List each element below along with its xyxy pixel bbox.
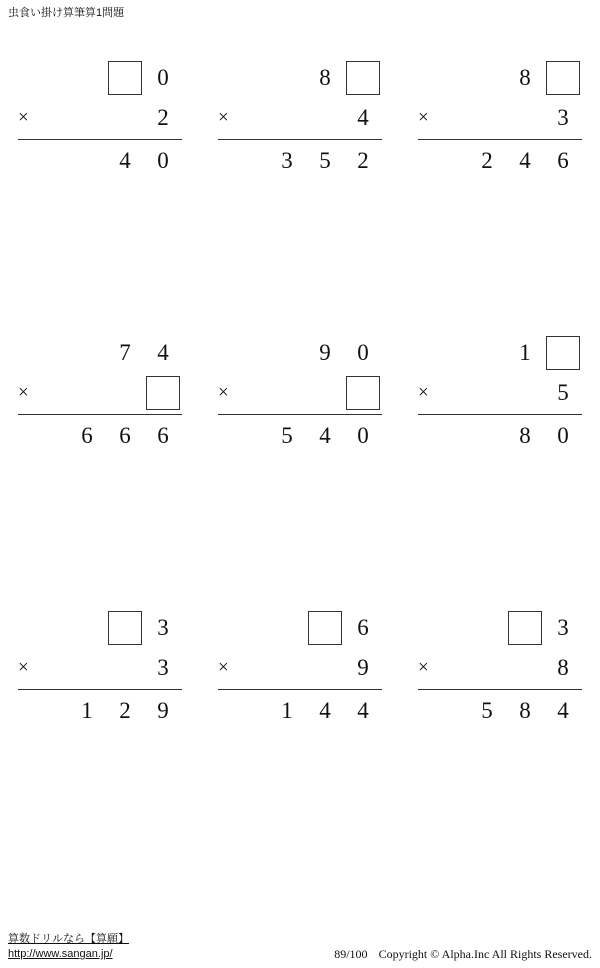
calculation bbox=[418, 608, 582, 730]
multiplicand-row bbox=[418, 333, 582, 373]
calculation bbox=[418, 333, 582, 455]
multiply-icon: × bbox=[218, 657, 229, 678]
answer-digit: 1 bbox=[281, 698, 293, 723]
multiplier-digit: 3 bbox=[557, 105, 569, 130]
answer-row bbox=[18, 415, 182, 455]
calculation bbox=[218, 333, 382, 455]
multiplicand-blank-box[interactable] bbox=[546, 336, 580, 370]
multiplicand-digit: 0 bbox=[357, 340, 369, 365]
answer-digit: 3 bbox=[281, 148, 293, 173]
multiplicand-row bbox=[18, 333, 182, 373]
multiply-icon: × bbox=[418, 657, 429, 678]
multiplier-digit: 4 bbox=[357, 105, 369, 130]
answer-digit: 4 bbox=[557, 698, 569, 723]
multiplicand-digit: 7 bbox=[119, 340, 131, 365]
answer-digit: 2 bbox=[357, 148, 369, 173]
answer-digit: 6 bbox=[119, 423, 131, 448]
multiplicand-digit: 8 bbox=[519, 65, 531, 90]
answer-digit: 6 bbox=[157, 423, 169, 448]
multiply-icon: × bbox=[218, 382, 229, 403]
answer-digit: 4 bbox=[119, 148, 131, 173]
multiplier-row bbox=[18, 373, 182, 413]
multiplier-row bbox=[218, 98, 382, 138]
calculation bbox=[18, 333, 182, 455]
answer-digit: 4 bbox=[319, 698, 331, 723]
multiplicand-row bbox=[218, 58, 382, 98]
multiplicand-blank-box[interactable] bbox=[308, 611, 342, 645]
problem-5 bbox=[200, 323, 400, 598]
answer-row bbox=[418, 415, 582, 455]
multiplicand-blank-box[interactable] bbox=[108, 61, 142, 95]
multiplier-row bbox=[218, 648, 382, 688]
multiplicand-row bbox=[418, 58, 582, 98]
answer-digit: 8 bbox=[519, 698, 531, 723]
multiplicand-digit: 3 bbox=[557, 615, 569, 640]
site-url-link[interactable]: http://www.sangan.jp/ bbox=[8, 948, 113, 960]
multiplicand-blank-box[interactable] bbox=[108, 611, 142, 645]
multiplicand-digit: 0 bbox=[157, 65, 169, 90]
answer-row bbox=[218, 415, 382, 455]
page-title: 虫食い掛け算筆算1問題 bbox=[8, 7, 125, 19]
answer-row bbox=[18, 140, 182, 180]
answer-digit: 8 bbox=[519, 423, 531, 448]
answer-digit: 5 bbox=[481, 698, 493, 723]
multiplicand-blank-box[interactable] bbox=[346, 61, 380, 95]
multiply-icon: × bbox=[218, 107, 229, 128]
problem-1 bbox=[0, 48, 200, 323]
answer-digit: 6 bbox=[81, 423, 93, 448]
answer-row bbox=[218, 690, 382, 730]
answer-row bbox=[418, 690, 582, 730]
multiply-icon: × bbox=[418, 107, 429, 128]
problem-3 bbox=[400, 48, 600, 323]
multiplicand-digit: 4 bbox=[157, 340, 169, 365]
multiplier-digit: 3 bbox=[157, 655, 169, 680]
answer-digit: 6 bbox=[557, 148, 569, 173]
multiplicand-row bbox=[218, 333, 382, 373]
answer-digit: 0 bbox=[157, 148, 169, 173]
multiplier-blank-box[interactable] bbox=[146, 376, 180, 410]
multiplicand-digit: 6 bbox=[357, 615, 369, 640]
calculation bbox=[218, 58, 382, 180]
answer-digit: 0 bbox=[557, 423, 569, 448]
answer-digit: 1 bbox=[81, 698, 93, 723]
answer-row bbox=[418, 140, 582, 180]
calculation bbox=[418, 58, 582, 180]
answer-digit: 4 bbox=[357, 698, 369, 723]
problem-4 bbox=[0, 323, 200, 598]
calculation bbox=[18, 608, 182, 730]
multiplier-row bbox=[418, 98, 582, 138]
copyright-text: Copyright © Alpha.Inc All Rights Reserved. bbox=[378, 947, 592, 961]
answer-digit: 9 bbox=[157, 698, 169, 723]
multiplier-row bbox=[418, 373, 582, 413]
multiply-icon: × bbox=[18, 382, 29, 403]
multiply-icon: × bbox=[18, 657, 29, 678]
multiplicand-digit: 1 bbox=[519, 340, 531, 365]
multiplier-digit: 8 bbox=[557, 655, 569, 680]
multiplicand-digit: 8 bbox=[319, 65, 331, 90]
problem-6 bbox=[400, 323, 600, 598]
multiply-icon: × bbox=[418, 382, 429, 403]
multiplicand-digit: 3 bbox=[157, 615, 169, 640]
multiplicand-row bbox=[18, 608, 182, 648]
problem-9 bbox=[400, 598, 600, 873]
problem-grid bbox=[0, 48, 600, 873]
answer-digit: 4 bbox=[319, 423, 331, 448]
multiplier-digit: 5 bbox=[557, 380, 569, 405]
page-number: 89/100 bbox=[334, 947, 368, 961]
multiplier-row bbox=[18, 98, 182, 138]
footer-right bbox=[334, 947, 592, 962]
multiplicand-row bbox=[418, 608, 582, 648]
multiplier-row bbox=[418, 648, 582, 688]
multiplicand-digit: 9 bbox=[319, 340, 331, 365]
answer-digit: 5 bbox=[281, 423, 293, 448]
answer-digit: 2 bbox=[119, 698, 131, 723]
multiplier-digit: 2 bbox=[157, 105, 169, 130]
multiplicand-blank-box[interactable] bbox=[508, 611, 542, 645]
problem-2 bbox=[200, 48, 400, 323]
site-name: 算数ドリルなら【算願】 bbox=[8, 933, 129, 945]
answer-digit: 4 bbox=[519, 148, 531, 173]
multiplier-blank-box[interactable] bbox=[346, 376, 380, 410]
answer-digit: 2 bbox=[481, 148, 493, 173]
multiplier-row bbox=[18, 648, 182, 688]
answer-row bbox=[218, 140, 382, 180]
calculation bbox=[218, 608, 382, 730]
answer-row bbox=[18, 690, 182, 730]
answer-digit: 0 bbox=[357, 423, 369, 448]
multiplier-digit: 9 bbox=[357, 655, 369, 680]
answer-digit: 5 bbox=[319, 148, 331, 173]
problem-8 bbox=[200, 598, 400, 873]
multiplier-row bbox=[218, 373, 382, 413]
multiplicand-row bbox=[218, 608, 382, 648]
multiply-icon: × bbox=[18, 107, 29, 128]
footer-left bbox=[8, 932, 129, 962]
multiplicand-blank-box[interactable] bbox=[546, 61, 580, 95]
multiplicand-row bbox=[18, 58, 182, 98]
problem-7 bbox=[0, 598, 200, 873]
calculation bbox=[18, 58, 182, 180]
